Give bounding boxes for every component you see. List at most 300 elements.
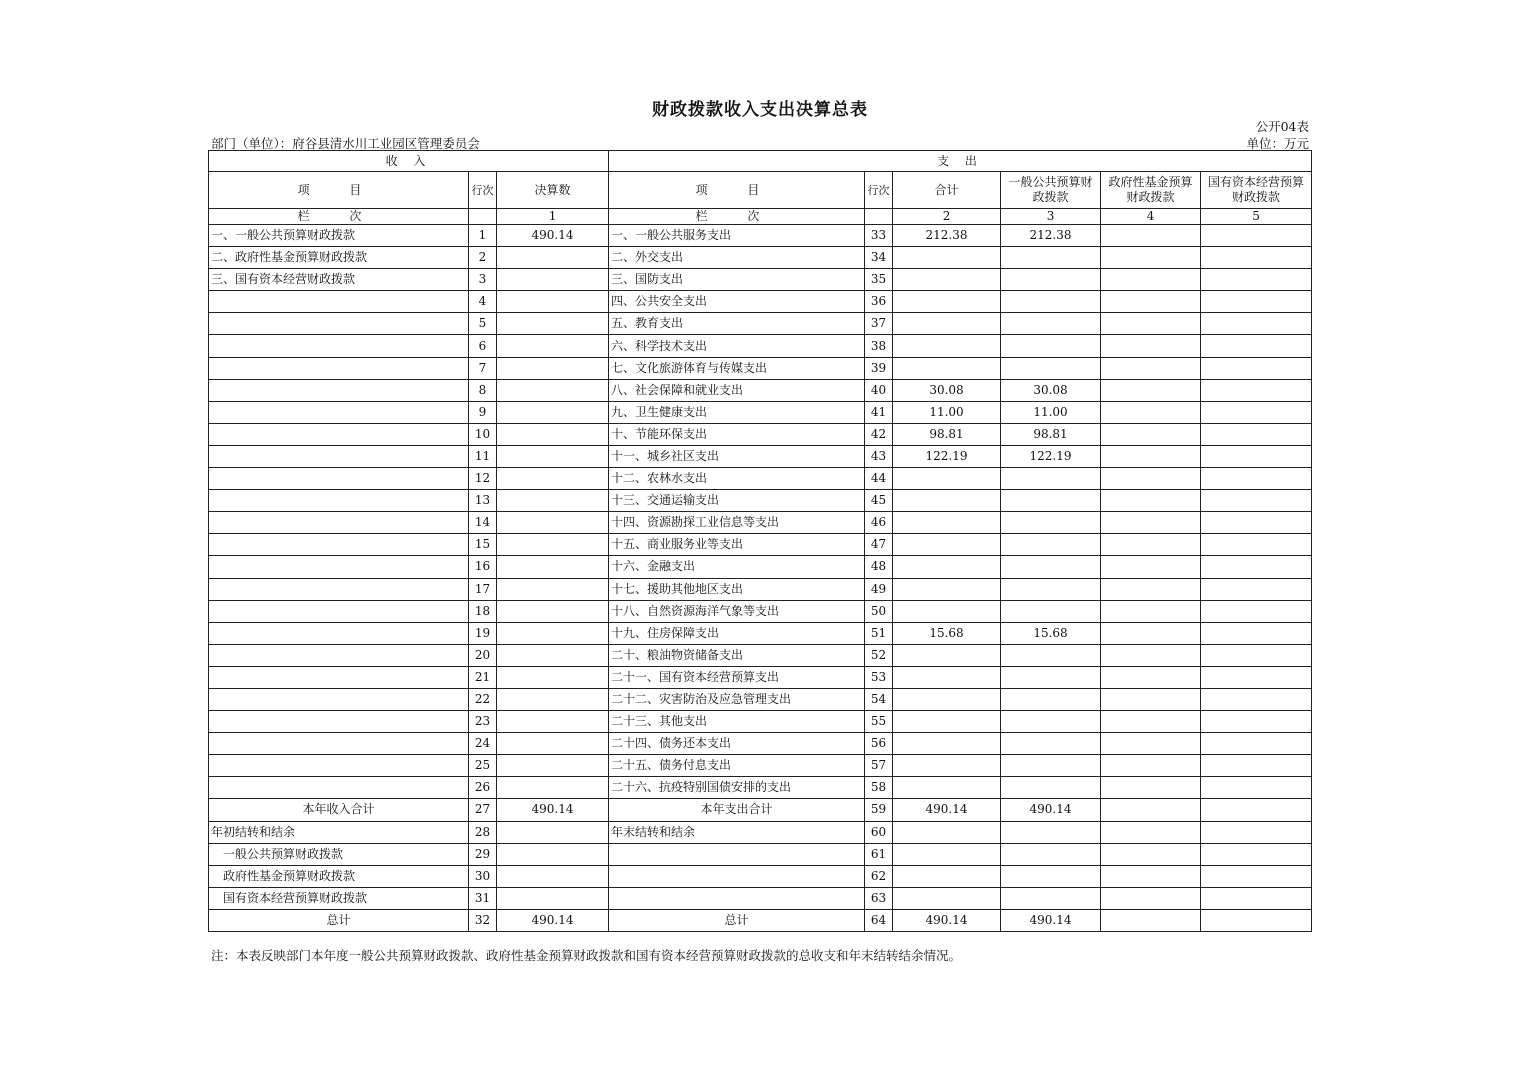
fund-budget-header: 政府性基金预算财政拨款	[1101, 172, 1201, 209]
state-amount-cell	[1201, 225, 1312, 247]
table-row	[209, 534, 1312, 556]
expense-item-cell: 二十、粮油物资储备支出	[609, 644, 865, 666]
income-amount-cell: 490.14	[497, 909, 609, 931]
expense-line-cell: 59	[865, 799, 893, 821]
expense-line-cell: 51	[865, 622, 893, 644]
income-line-cell: 1	[469, 225, 497, 247]
state-amount-cell	[1201, 512, 1312, 534]
income-item-cell	[209, 622, 469, 644]
expense-item-cell: 二十五、债务付息支出	[609, 755, 865, 777]
income-line-cell: 28	[469, 821, 497, 843]
income-line-cell: 27	[469, 799, 497, 821]
table-row	[209, 512, 1312, 534]
table-row	[209, 225, 1312, 247]
general-amount-cell	[1001, 490, 1101, 512]
expense-item-cell: 二十三、其他支出	[609, 711, 865, 733]
income-item-cell	[209, 688, 469, 710]
total-amount-cell	[893, 600, 1001, 622]
total-amount-cell	[893, 733, 1001, 755]
total-amount-cell: 490.14	[893, 909, 1001, 931]
fund-amount-cell	[1101, 247, 1201, 269]
fund-amount-cell	[1101, 269, 1201, 291]
expense-item-cell	[609, 887, 865, 909]
expense-line-cell: 53	[865, 666, 893, 688]
state-amount-cell	[1201, 887, 1312, 909]
expense-line-cell: 44	[865, 468, 893, 490]
col-index-5: 5	[1201, 209, 1312, 225]
fund-amount-cell	[1101, 777, 1201, 799]
expense-line-cell: 42	[865, 423, 893, 445]
expense-item-cell: 十四、资源勘探工业信息等支出	[609, 512, 865, 534]
header-row-index	[209, 209, 1312, 225]
expense-line-cell: 57	[865, 755, 893, 777]
table-row	[209, 688, 1312, 710]
income-amount-cell	[497, 777, 609, 799]
total-amount-cell: 490.14	[893, 799, 1001, 821]
income-item-cell	[209, 468, 469, 490]
fund-amount-cell	[1101, 401, 1201, 423]
expense-line-cell: 61	[865, 843, 893, 865]
income-amount-cell	[497, 887, 609, 909]
expense-line-cell: 52	[865, 644, 893, 666]
income-item-cell	[209, 313, 469, 335]
table-row	[209, 622, 1312, 644]
expense-header: 支 出	[609, 151, 1312, 172]
fund-amount-cell	[1101, 313, 1201, 335]
income-amount-cell	[497, 468, 609, 490]
general-amount-cell: 30.08	[1001, 379, 1101, 401]
expense-line-cell: 54	[865, 688, 893, 710]
expense-line-cell: 64	[865, 909, 893, 931]
state-amount-cell	[1201, 644, 1312, 666]
expense-line-cell: 48	[865, 556, 893, 578]
income-amount-cell	[497, 600, 609, 622]
expense-line-cell: 55	[865, 711, 893, 733]
expense-item-cell: 二十六、抗疫特别国债安排的支出	[609, 777, 865, 799]
total-amount-cell	[893, 291, 1001, 313]
total-amount-cell	[893, 887, 1001, 909]
total-amount-cell	[893, 269, 1001, 291]
total-amount-cell	[893, 755, 1001, 777]
income-amount-cell	[497, 733, 609, 755]
general-amount-cell	[1001, 335, 1101, 357]
expense-item-cell: 十八、自然资源海洋气象等支出	[609, 600, 865, 622]
fund-amount-cell	[1101, 357, 1201, 379]
table-row	[209, 379, 1312, 401]
state-amount-cell	[1201, 269, 1312, 291]
income-amount-cell	[497, 865, 609, 887]
expense-item-cell: 十二、农林水支出	[609, 468, 865, 490]
state-amount-cell	[1201, 335, 1312, 357]
fund-amount-cell	[1101, 909, 1201, 931]
general-amount-cell	[1001, 291, 1101, 313]
general-amount-cell	[1001, 512, 1101, 534]
total-amount-cell	[893, 357, 1001, 379]
expense-line-cell: 38	[865, 335, 893, 357]
expense-line-cell: 58	[865, 777, 893, 799]
general-amount-cell	[1001, 578, 1101, 600]
table-row	[209, 644, 1312, 666]
fund-amount-cell	[1101, 843, 1201, 865]
income-header: 收 入	[209, 151, 609, 172]
state-amount-cell	[1201, 777, 1312, 799]
income-amount-cell	[497, 379, 609, 401]
income-line-cell: 7	[469, 357, 497, 379]
general-amount-cell	[1001, 887, 1101, 909]
expense-item-cell: 六、科学技术支出	[609, 335, 865, 357]
table-row	[209, 313, 1312, 335]
expense-line-cell: 41	[865, 401, 893, 423]
total-amount-cell	[893, 865, 1001, 887]
fund-amount-cell	[1101, 733, 1201, 755]
general-amount-cell	[1001, 313, 1101, 335]
expense-item-cell: 一、一般公共服务支出	[609, 225, 865, 247]
table-row	[209, 490, 1312, 512]
income-line-cell: 31	[469, 887, 497, 909]
fund-amount-cell	[1101, 688, 1201, 710]
income-amount-cell	[497, 711, 609, 733]
income-item-cell: 一般公共预算财政拨款	[209, 843, 469, 865]
total-amount-cell: 11.00	[893, 401, 1001, 423]
general-amount-cell	[1001, 688, 1101, 710]
income-item-cell: 政府性基金预算财政拨款	[209, 865, 469, 887]
table-row	[209, 755, 1312, 777]
total-amount-cell	[893, 335, 1001, 357]
expense-item-cell: 十九、住房保障支出	[609, 622, 865, 644]
fund-amount-cell	[1101, 225, 1201, 247]
state-amount-cell	[1201, 755, 1312, 777]
expense-line-cell: 56	[865, 733, 893, 755]
total-amount-cell: 212.38	[893, 225, 1001, 247]
state-amount-cell	[1201, 688, 1312, 710]
income-line-cell: 12	[469, 468, 497, 490]
general-amount-cell	[1001, 468, 1101, 490]
income-item-cell	[209, 777, 469, 799]
income-line-cell: 10	[469, 423, 497, 445]
general-amount-cell	[1001, 733, 1101, 755]
income-amount-cell	[497, 490, 609, 512]
income-item-cell: 国有资本经营预算财政拨款	[209, 887, 469, 909]
table-row	[209, 247, 1312, 269]
table-row	[209, 843, 1312, 865]
general-budget-header: 一般公共预算财政拨款	[1001, 172, 1101, 209]
state-amount-cell	[1201, 490, 1312, 512]
income-item-cell	[209, 755, 469, 777]
income-amount-cell	[497, 357, 609, 379]
income-line-cell: 23	[469, 711, 497, 733]
state-amount-cell	[1201, 291, 1312, 313]
fund-amount-cell	[1101, 578, 1201, 600]
income-line-cell: 8	[469, 379, 497, 401]
fund-amount-cell	[1101, 534, 1201, 556]
col-label: 栏 次	[209, 209, 469, 225]
income-amount-header: 决算数	[497, 172, 609, 209]
income-amount-cell	[497, 821, 609, 843]
expense-line-cell: 46	[865, 512, 893, 534]
expense-line-cell: 43	[865, 445, 893, 467]
income-amount-cell	[497, 269, 609, 291]
state-amount-cell	[1201, 622, 1312, 644]
table-row	[209, 909, 1312, 931]
income-amount-cell	[497, 843, 609, 865]
expense-item-cell: 十、节能环保支出	[609, 423, 865, 445]
expense-item-header: 项 目	[609, 172, 865, 209]
income-line-cell: 11	[469, 445, 497, 467]
col-label-2: 栏 次	[609, 209, 865, 225]
fund-amount-cell	[1101, 291, 1201, 313]
general-amount-cell	[1001, 534, 1101, 556]
income-amount-cell	[497, 688, 609, 710]
income-amount-cell	[497, 335, 609, 357]
expense-item-cell: 三、国防支出	[609, 269, 865, 291]
expense-line-cell: 49	[865, 578, 893, 600]
income-item-cell	[209, 578, 469, 600]
income-amount-cell	[497, 755, 609, 777]
col-index-1: 1	[497, 209, 609, 225]
total-amount-cell	[893, 556, 1001, 578]
income-item-cell: 三、国有资本经营财政拨款	[209, 269, 469, 291]
state-capital-header: 国有资本经营预算财政拨款	[1201, 172, 1312, 209]
income-item-cell	[209, 512, 469, 534]
state-amount-cell	[1201, 313, 1312, 335]
total-amount-cell: 30.08	[893, 379, 1001, 401]
expense-line-cell: 63	[865, 887, 893, 909]
expense-item-cell: 本年支出合计	[609, 799, 865, 821]
header-row-columns	[209, 172, 1312, 209]
general-amount-cell	[1001, 711, 1101, 733]
table-row	[209, 777, 1312, 799]
fund-amount-cell	[1101, 379, 1201, 401]
income-line-cell: 25	[469, 755, 497, 777]
expense-item-cell: 二十四、债务还本支出	[609, 733, 865, 755]
state-amount-cell	[1201, 401, 1312, 423]
general-amount-cell	[1001, 247, 1101, 269]
table-row	[209, 335, 1312, 357]
income-amount-cell	[497, 578, 609, 600]
income-item-cell	[209, 379, 469, 401]
table-row	[209, 291, 1312, 313]
income-line-cell: 14	[469, 512, 497, 534]
income-amount-cell	[497, 247, 609, 269]
general-amount-cell: 212.38	[1001, 225, 1101, 247]
expense-line-cell: 35	[865, 269, 893, 291]
income-item-cell: 一、一般公共预算财政拨款	[209, 225, 469, 247]
fund-amount-cell	[1101, 821, 1201, 843]
general-amount-cell	[1001, 644, 1101, 666]
expense-item-cell: 五、教育支出	[609, 313, 865, 335]
income-line-cell: 4	[469, 291, 497, 313]
income-amount-cell	[497, 445, 609, 467]
expense-line-cell: 47	[865, 534, 893, 556]
income-amount-cell: 490.14	[497, 225, 609, 247]
general-amount-cell	[1001, 821, 1101, 843]
expense-item-cell: 十六、金融支出	[609, 556, 865, 578]
expense-item-cell: 十三、交通运输支出	[609, 490, 865, 512]
expense-item-cell: 二十二、灾害防治及应急管理支出	[609, 688, 865, 710]
expense-item-cell	[609, 865, 865, 887]
fund-amount-cell	[1101, 711, 1201, 733]
fund-amount-cell	[1101, 865, 1201, 887]
income-line-cell: 16	[469, 556, 497, 578]
income-item-cell	[209, 600, 469, 622]
income-item-cell	[209, 423, 469, 445]
total-amount-cell	[893, 688, 1001, 710]
total-amount-cell	[893, 711, 1001, 733]
fund-amount-cell	[1101, 445, 1201, 467]
income-item-cell: 总计	[209, 909, 469, 931]
expense-line-cell: 60	[865, 821, 893, 843]
fund-amount-cell	[1101, 556, 1201, 578]
expense-item-cell: 九、卫生健康支出	[609, 401, 865, 423]
expense-line-cell: 40	[865, 379, 893, 401]
col-index-4: 4	[1101, 209, 1201, 225]
general-amount-cell	[1001, 666, 1101, 688]
income-item-cell: 年初结转和结余	[209, 821, 469, 843]
expense-item-cell: 总计	[609, 909, 865, 931]
state-amount-cell	[1201, 357, 1312, 379]
income-item-cell	[209, 711, 469, 733]
expense-line-cell: 62	[865, 865, 893, 887]
general-amount-cell	[1001, 600, 1101, 622]
general-amount-cell: 98.81	[1001, 423, 1101, 445]
table-row	[209, 865, 1312, 887]
income-item-cell	[209, 401, 469, 423]
total-amount-cell: 15.68	[893, 622, 1001, 644]
expense-item-cell: 二十一、国有资本经营预算支出	[609, 666, 865, 688]
table-row	[209, 556, 1312, 578]
income-line-cell: 30	[469, 865, 497, 887]
state-amount-cell	[1201, 556, 1312, 578]
page-title: 财政拨款收入支出决算总表	[652, 100, 868, 120]
state-amount-cell	[1201, 578, 1312, 600]
fund-amount-cell	[1101, 666, 1201, 688]
total-amount-cell	[893, 468, 1001, 490]
table-row	[209, 600, 1312, 622]
income-item-cell: 二、政府性基金预算财政拨款	[209, 247, 469, 269]
table-row	[209, 666, 1312, 688]
fund-amount-cell	[1101, 622, 1201, 644]
state-amount-cell	[1201, 711, 1312, 733]
form-number: 公开04表	[1255, 119, 1309, 134]
income-item-cell	[209, 335, 469, 357]
fund-amount-cell	[1101, 887, 1201, 909]
income-item-cell	[209, 644, 469, 666]
general-amount-cell: 11.00	[1001, 401, 1101, 423]
general-amount-cell	[1001, 357, 1101, 379]
income-amount-cell	[497, 512, 609, 534]
income-line-cell: 19	[469, 622, 497, 644]
header-row-sections	[209, 151, 1312, 172]
income-line-cell: 13	[469, 490, 497, 512]
income-amount-cell	[497, 401, 609, 423]
total-amount-cell	[893, 644, 1001, 666]
income-amount-cell	[497, 534, 609, 556]
state-amount-cell	[1201, 600, 1312, 622]
table-row	[209, 423, 1312, 445]
income-line-cell: 17	[469, 578, 497, 600]
table-row	[209, 799, 1312, 821]
income-amount-cell	[497, 313, 609, 335]
expense-line-cell: 36	[865, 291, 893, 313]
income-item-cell	[209, 733, 469, 755]
income-item-cell	[209, 556, 469, 578]
state-amount-cell	[1201, 799, 1312, 821]
income-item-cell: 本年收入合计	[209, 799, 469, 821]
col-index-3: 3	[1001, 209, 1101, 225]
income-line-header: 行次	[469, 172, 497, 209]
total-amount-cell	[893, 313, 1001, 335]
income-amount-cell	[497, 666, 609, 688]
income-item-cell	[209, 490, 469, 512]
fund-amount-cell	[1101, 490, 1201, 512]
state-amount-cell	[1201, 379, 1312, 401]
state-amount-cell	[1201, 247, 1312, 269]
state-amount-cell	[1201, 423, 1312, 445]
expense-item-cell	[609, 843, 865, 865]
general-amount-cell	[1001, 777, 1101, 799]
fund-amount-cell	[1101, 335, 1201, 357]
expense-line-cell: 39	[865, 357, 893, 379]
table-row	[209, 711, 1312, 733]
fund-amount-cell	[1101, 755, 1201, 777]
total-amount-cell	[893, 490, 1001, 512]
total-amount-cell	[893, 777, 1001, 799]
department-label: 部门（单位）：府谷县清水川工业园区管理委员会	[211, 136, 480, 151]
total-header: 合计	[893, 172, 1001, 209]
fund-amount-cell	[1101, 799, 1201, 821]
table-row	[209, 269, 1312, 291]
table-row	[209, 578, 1312, 600]
total-amount-cell	[893, 534, 1001, 556]
state-amount-cell	[1201, 666, 1312, 688]
fund-amount-cell	[1101, 600, 1201, 622]
state-amount-cell	[1201, 445, 1312, 467]
income-amount-cell: 490.14	[497, 799, 609, 821]
expense-item-cell: 八、社会保障和就业支出	[609, 379, 865, 401]
fund-amount-cell	[1101, 423, 1201, 445]
total-amount-cell	[893, 843, 1001, 865]
income-line-cell: 32	[469, 909, 497, 931]
income-item-header: 项 目	[209, 172, 469, 209]
income-line-cell: 5	[469, 313, 497, 335]
income-line-cell: 9	[469, 401, 497, 423]
table-row	[209, 887, 1312, 909]
general-amount-cell	[1001, 755, 1101, 777]
income-item-cell	[209, 445, 469, 467]
total-amount-cell	[893, 578, 1001, 600]
expense-item-cell: 四、公共安全支出	[609, 291, 865, 313]
income-item-cell	[209, 534, 469, 556]
general-amount-cell: 490.14	[1001, 909, 1101, 931]
fund-amount-cell	[1101, 512, 1201, 534]
general-amount-cell: 15.68	[1001, 622, 1101, 644]
income-line-cell: 24	[469, 733, 497, 755]
state-amount-cell	[1201, 468, 1312, 490]
table-row	[209, 821, 1312, 843]
fund-amount-cell	[1101, 468, 1201, 490]
expense-line-cell: 33	[865, 225, 893, 247]
total-amount-cell	[893, 512, 1001, 534]
state-amount-cell	[1201, 909, 1312, 931]
state-amount-cell	[1201, 534, 1312, 556]
table-row	[209, 445, 1312, 467]
expense-item-cell: 十七、援助其他地区支出	[609, 578, 865, 600]
general-amount-cell	[1001, 556, 1101, 578]
state-amount-cell	[1201, 865, 1312, 887]
state-amount-cell	[1201, 843, 1312, 865]
income-amount-cell	[497, 291, 609, 313]
income-line-cell: 18	[469, 600, 497, 622]
